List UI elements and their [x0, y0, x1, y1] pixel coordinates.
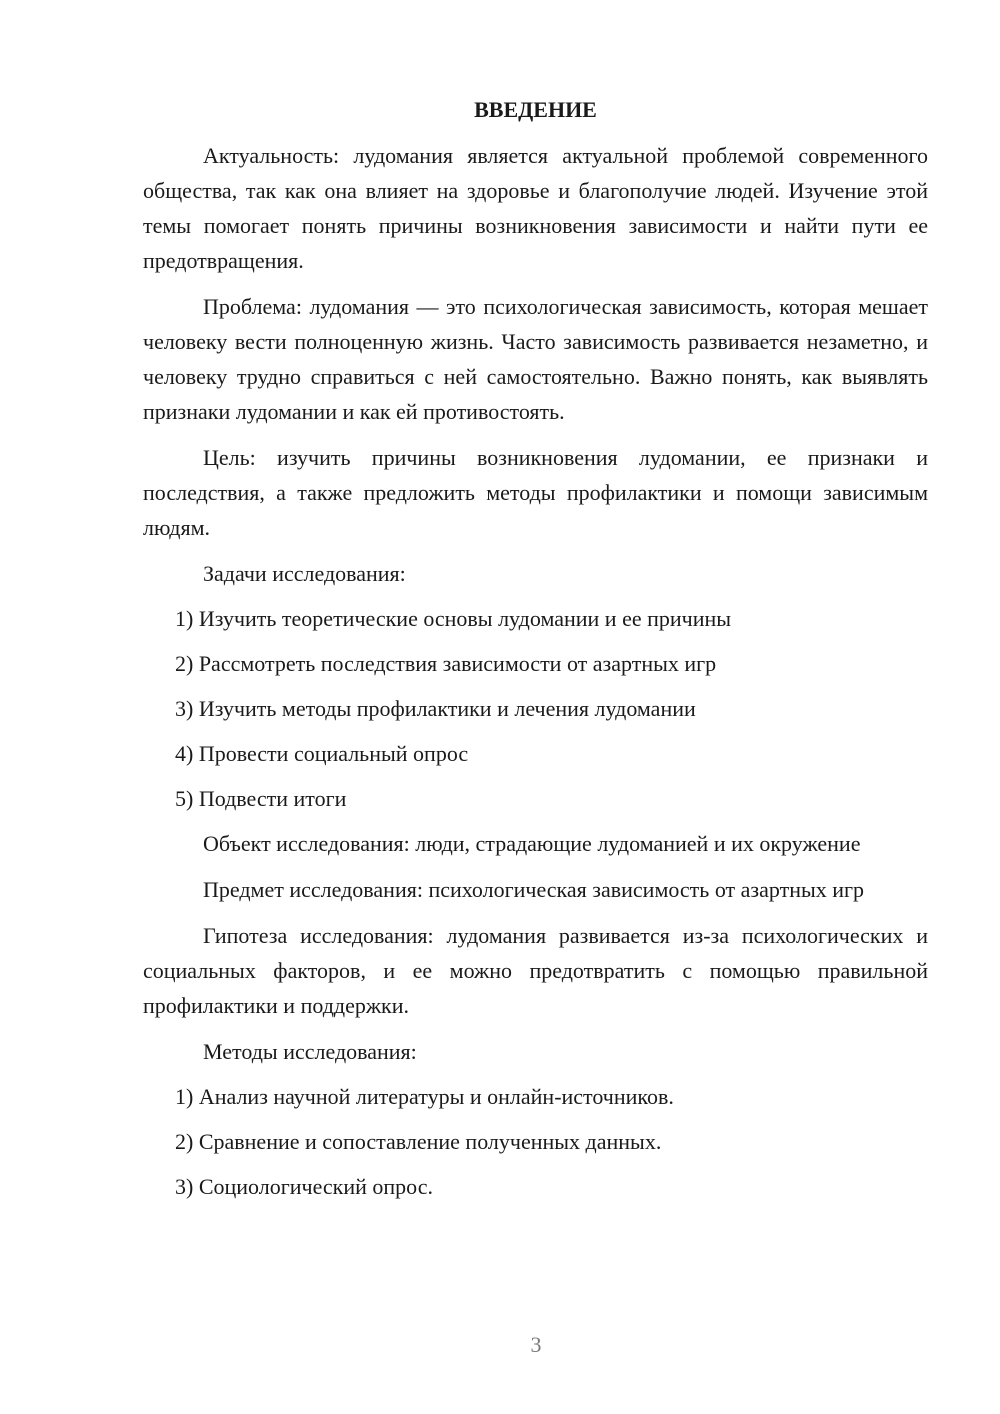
- hypothesis-paragraph: Гипотеза исследования: лудомания развивается из-за психологических и социальных факторов, и ее можно предотвратить с помощью правильной профилактики и поддержки.: [143, 923, 928, 1018]
- methods-list: [143, 1079, 928, 1204]
- methods-label: Методы исследования:: [203, 1039, 417, 1064]
- task-item: 4) Провести социальный опрос: [175, 741, 469, 766]
- goal-paragraph: Цель: изучить причины возникновения лудомании, ее признаки и последствия, а также предложить методы профилактики и помощи зависимым людям.: [143, 445, 928, 540]
- tasks-list: [143, 601, 928, 816]
- page-number: 3: [530, 1332, 542, 1357]
- task-item: 3) Изучить методы профилактики и лечения лудомании: [175, 696, 696, 721]
- tasks-label: Задачи исследования:: [203, 561, 406, 586]
- section-heading: ВВЕДЕНИЕ: [474, 97, 597, 122]
- document-page: [143, 95, 928, 1214]
- relevance-paragraph: Актуальность: лудомания является актуальной проблемой современного общества, так как она влияет на здоровье и благополучие людей. Изучение этой темы помогает понять причины возникновения зависимости и найти пути ее предотвращения.: [143, 143, 928, 273]
- method-item: 3) Социологический опрос.: [175, 1174, 433, 1199]
- task-item: 1) Изучить теоретические основы лудомании и ее причины: [175, 606, 732, 631]
- method-item: 1) Анализ научной литературы и онлайн-источников.: [175, 1084, 674, 1109]
- task-item: 2) Рассмотреть последствия зависимости от азартных игр: [175, 651, 717, 676]
- task-item: 5) Подвести итоги: [175, 786, 347, 811]
- problem-paragraph: Проблема: лудомания — это психологическая зависимость, которая мешает человеку вести полноценную жизнь. Часто зависимость развивается незаметно, и человеку трудно справиться с ней самостоятельно. Важно понять, как выявлять признаки лудомании и как ей противостоять.: [143, 294, 928, 424]
- subject-paragraph: Предмет исследования: психологическая зависимость от азартных игр: [203, 877, 865, 902]
- object-paragraph: Объект исследования: люди, страдающие лудоманией и их окружение: [203, 831, 861, 856]
- method-item: 2) Сравнение и сопоставление полученных данных.: [175, 1129, 662, 1154]
